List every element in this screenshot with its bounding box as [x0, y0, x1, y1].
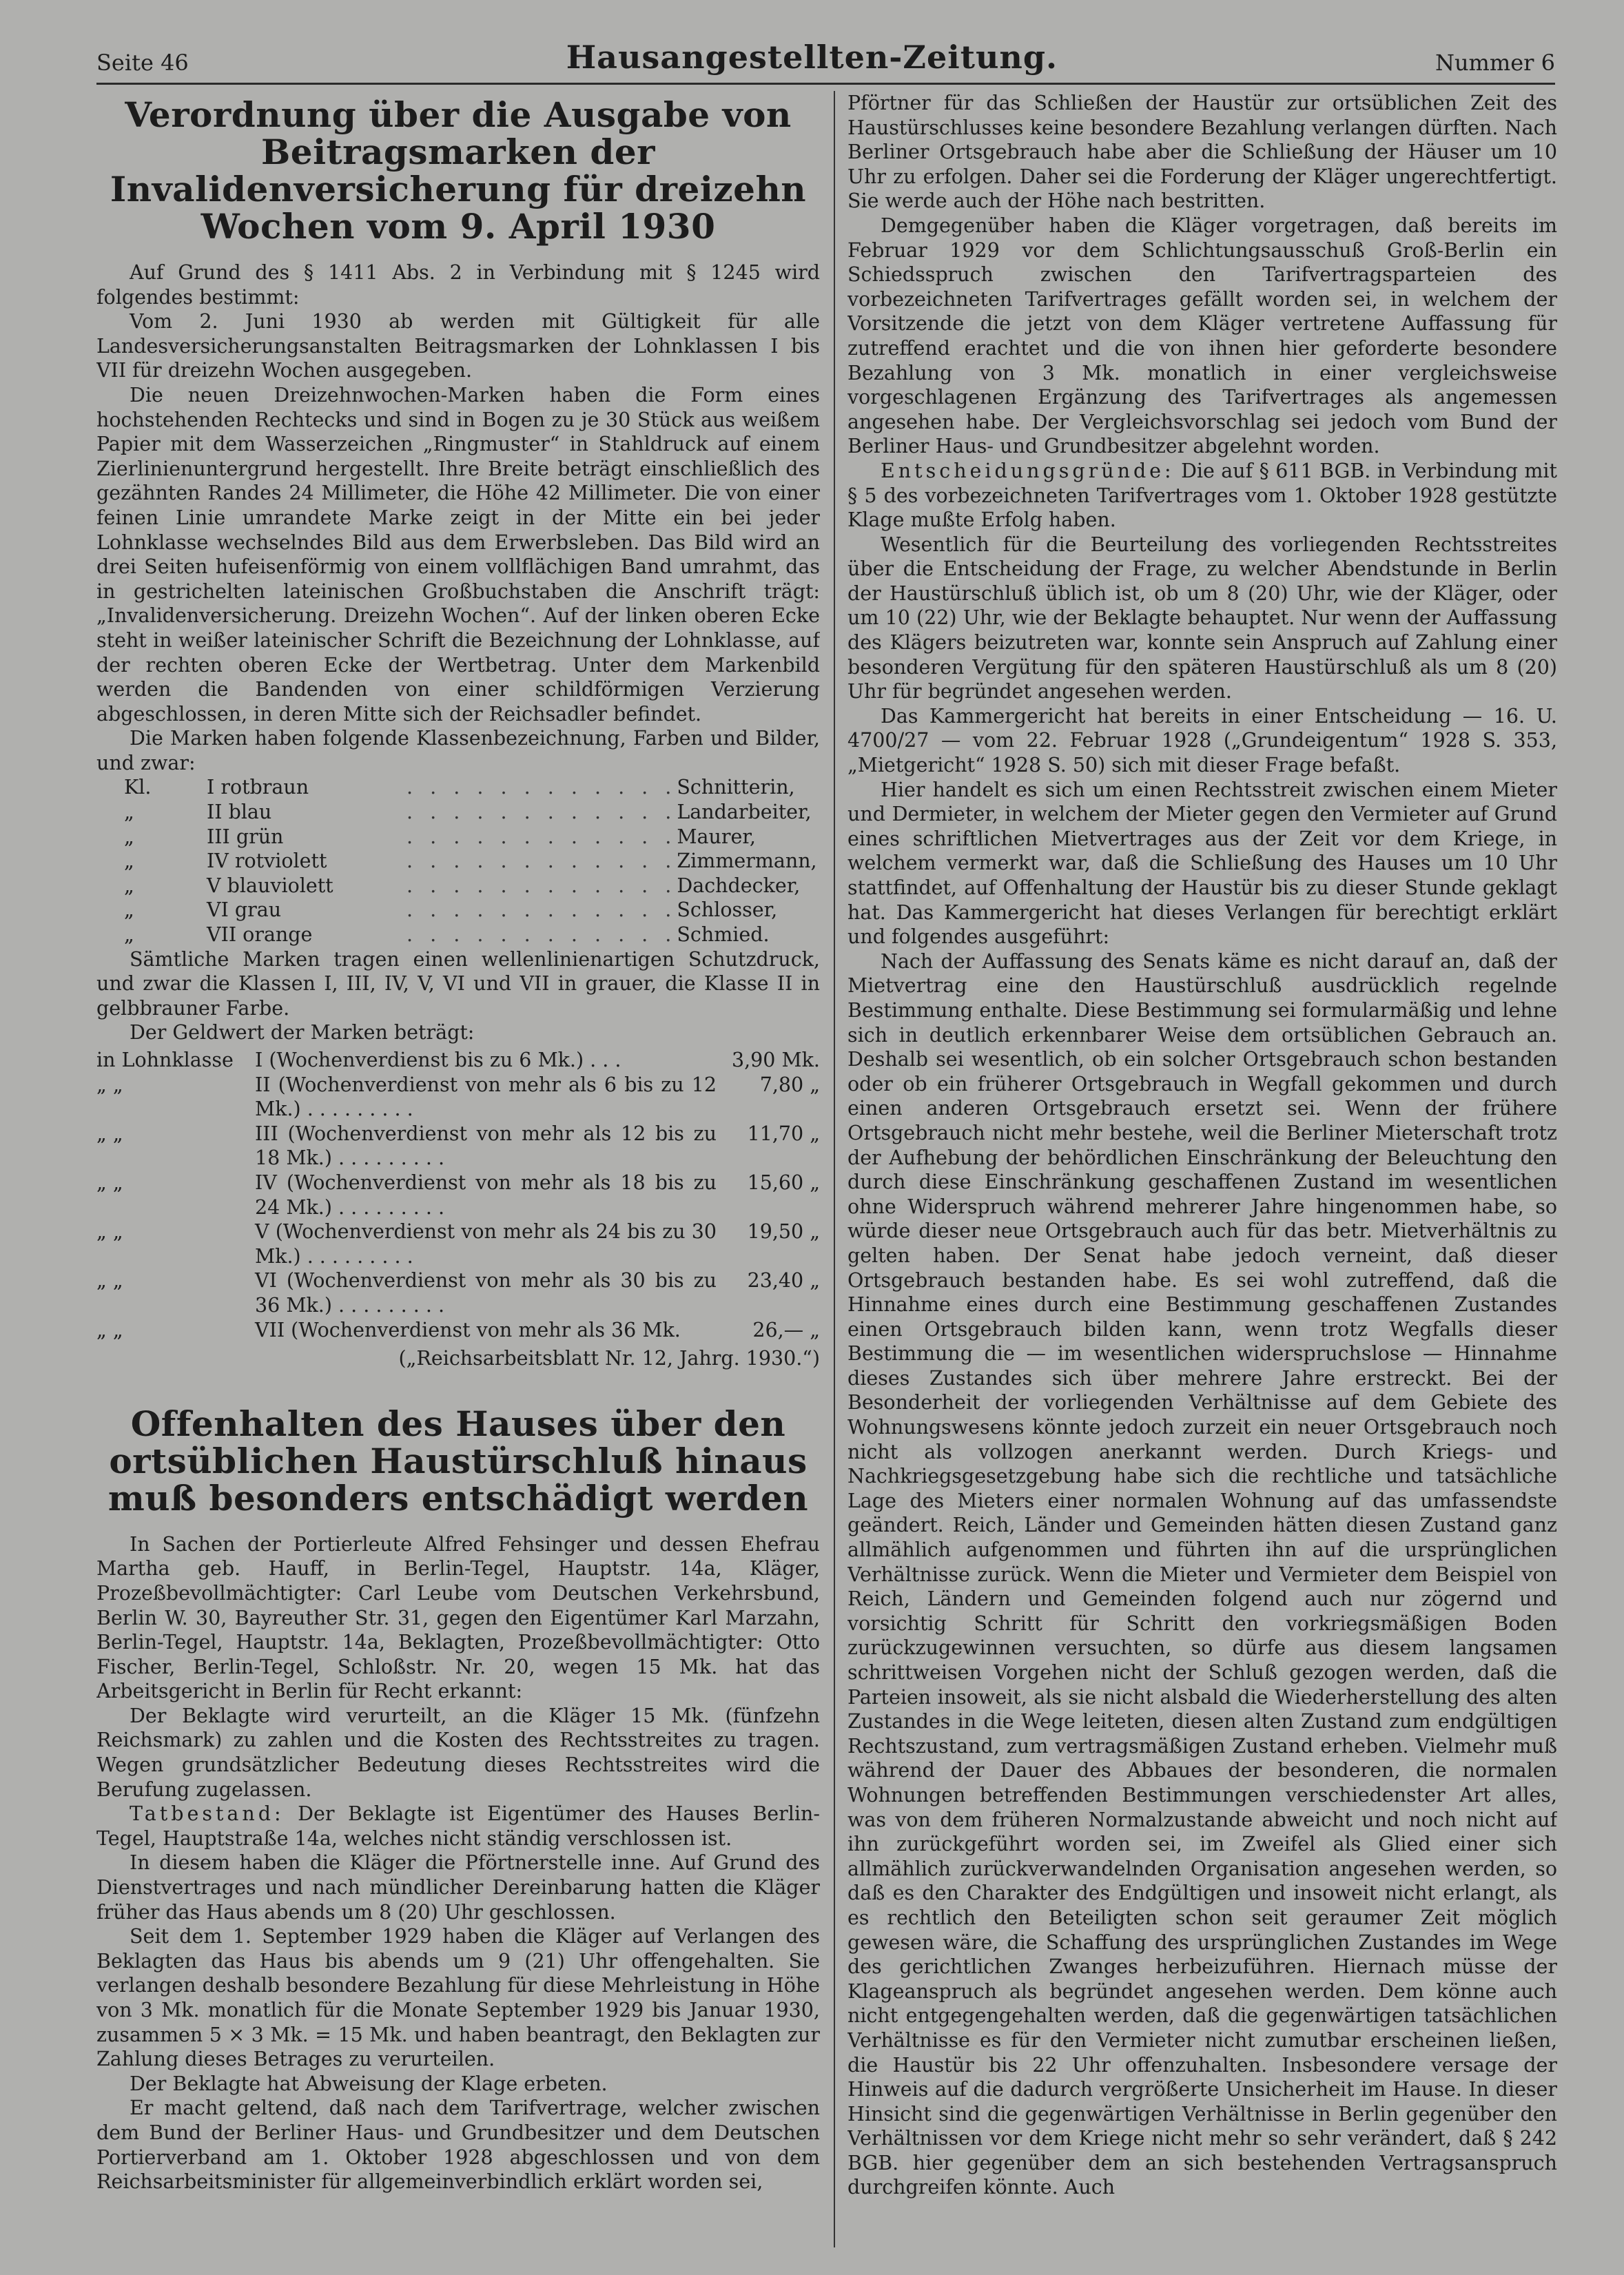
- paragraph-text: Die auf § 611 BGB. in Verbindung mit § 5 des vorbezeichneten Tarifvertrages vom 1. Oktober 1928 gestützte Klage mußte Erfolg haben.: [847, 459, 1557, 532]
- page-number: Seite 46: [96, 50, 189, 76]
- class-prefix: „: [124, 898, 134, 922]
- paragraph: [847, 459, 1557, 533]
- fee-description: IV (Wochenverdienst von mehr als 18 bis zu 24 Mk.) . . . . . . . . .: [255, 1171, 717, 1219]
- issue-number: Nummer 6: [1435, 50, 1555, 76]
- paragraph: Pförtner für das Schließen der Haustür zur ortsüblichen Zeit des Haustürschlusses keine besondere Bezahlung verlangen dürften. Nach Berliner Ortsgebrauch habe aber die Schließung der Häuser um 10 Uhr zu erfolgen. Daher sei die Forderung der Kläger ungerechtfertigt. Sie werde auch der Höhe nach bestritten.: [847, 92, 1557, 213]
- fee-label: „ „: [96, 1318, 123, 1341]
- table-row: [96, 800, 820, 825]
- leader-dots: . . . . . . . . . . . .: [407, 825, 677, 848]
- paragraph: Nach der Auffassung des Senats käme es nicht darauf an, daß der Mietvertrag eine den Haustürschluß ausdrücklich regelnde Bestimmung enthalte. Diese Bestimmung sei formularmäßig und lehne sich in deutlich erkennbarer Weise dem ortsüblichen Gebrauch an. Deshalb sei wesentlich, ob ein solcher Ortsgebrauch schon bestanden oder ob ein früherer Ortsgebrauch in Wegfall gekommen und durch einen anderen Ortsgebrauch ersetzt sei. Wenn der frühere Ortsgebrauch nicht mehr bestehe, weil die Berliner Mieterschaft trotz der Aufhebung der behördlichen Einschränkung der Beleuchtung den durch diese Einschränkung geschaffenen Zustand im wesentlichen ohne Widerspruch während mehrerer Jahre hingenommen habe, so würde dieser neue Ortsgebrauch auch für das betr. Mietverhältnis zu gelten haben. Der Senat habe jedoch verneint, daß dieser Ortsgebrauch bestanden habe. Es sei wohl zutreffend, daß die Hinnahme eines durch eine Bestimmung geschaffenen Zustandes einen Ortsgebrauch bilden kann, wenn trotz Wegfalls dieser Bestimmung die — im wesentlichen widerspruchslose — Hinnahme dieses Zustandes sich über mehrere Jahre erstreckt. Bei der Besonderheit der vorliegenden Verhältnisse auf dem Gebiete des Wohnungswesens könnte jedoch zurzeit ein neuer Ortsgebrauch noch nicht als vollzogen anerkannt werden. Durch Kriegs- und Nachkriegsgesetzgebung habe sich die rechtliche und tatsächliche Lage des Mieters einer normalen Wohnung auf das umfassendste geändert. Reich, Länder und Gemeinden hätten diesen Zustand ganz allmählich aufgenommen und führten ihn auf die ursprünglichen Verhältnisse zurück. Wenn die Mieter und Vermieter dem Beispiel von Reich, Ländern und Gemeinden folgend auch nur zögernd und vorsichtig Schritt für Schritt den vorkriegsmäßigen Boden zurückzugewinnen versuchten, so dürfe aus diesem langsamen schrittweisen Vorgehen nicht der Schluß gezogen werden, daß die Parteien insoweit, als sie nicht alsbald die Wiederherstellung des alten Zustandes in die Wege leiteten, diesen alten Zustand zum endgültigen Rechtszustand, zum vertragsmäßigen Zustand erheben. Vielmehr muß während der Dauer des Abbaues der besonderen, die normalen Wohnungen betreffenden Bestimmungen verschiedenster Art alles, was von dem früheren Normalzustande abweicht und noch nicht auf ihn zurückgeführt worden sei, im Zweifel als Glied einer sich allmählich zurückverwandelnden Organisation angesehen werden, so daß es den Charakter des Endgültigen und insoweit nicht erlangt, als es rechtlich den Beteiligten schon seit geraumer Zeit möglich gewesen wäre, die Schaffung des ursprünglichen Zustandes im Wege des gerichtlichen Zwanges herbeizuführen. Hiernach müsse der Klageanspruch als begründet angesehen werden. Dem könne auch nicht entgegengehalten werden, daß die gegenwärtigen tatsächlichen Verhältnisse es für den Vermieter nicht zumutbar erscheinen ließen, die Haustür bis 22 Uhr offenzuhalten. Insbesondere versage der Hinweis auf die dadurch vergrößerte Unsicherheit im Hause. In dieser Hinsicht sind die gegenwärtigen Verhältnisse in Berlin gegenüber den Verhältnissen vor dem Kriege nicht mehr so sehr verändert, daß § 242 BGB. hier gegenüber dem an sich bestehenden Vertragsanspruch durchgreifen könnte. Auch: [847, 949, 1557, 2199]
- paragraph: Wesentlich für die Beurteilung des vorliegenden Rechtsstreites über die Entscheidung der Frage, zu welcher Abendstunde in Berlin der Haustürschluß üblich ist, ob um 8 (20) Uhr, wie der Kläger, oder um 10 (22) Uhr, wie der Beklagte behauptet. Nur wenn der Auffassung des Klägers beizutreten war, konnte sein Anspruch auf Zahlung einer besonderen Vergütung für den späteren Haustürschluß als um 8 (20) Uhr für begründet angesehen werden.: [847, 533, 1557, 703]
- table-row: [96, 1073, 820, 1122]
- article-title-door-closing: Offenhalten des Hauses über den ortsüblichen Haustürschluß hinaus muß besonders entschädigt werden: [107, 1403, 809, 1519]
- class-prefix: „: [124, 850, 134, 873]
- table-row: [96, 874, 820, 898]
- fee-label: „ „: [96, 1122, 123, 1145]
- paragraph: Das Kammergericht hat bereits in einer Entscheidung — 16. U. 4700/27 — vom 22. Februar 1928 („Grundeigentum“ 1928 S. 353, „Mietgericht“ 1928 S. 50) sich mit dieser Frage befaßt.: [847, 704, 1557, 777]
- paragraph: Die Marken haben folgende Klassenbezeichnung, Farben und Bilder, und zwar:: [96, 727, 820, 774]
- left-column: [96, 91, 820, 2247]
- fee-label: „ „: [96, 1220, 123, 1244]
- paragraph: Hier handelt es sich um einen Rechtsstreit zwischen einem Mieter und Dermieter, in welchem der Mieter gegen den Vermieter auf Grund eines schriftlichen Mietvertrages aus der Zeit vor dem Kriege, in welchem vermerkt war, daß die Schließung des Hauses um 10 Uhr stattfindet, auf Offenhaltung der Haustür bis zu dieser Stunde geklagt hat. Das Kammergericht hat dieses Verlangen für berechtigt erklärt und folgendes ausgeführt:: [847, 778, 1557, 949]
- leader-dots: . . . . . . . . . . . .: [407, 923, 677, 947]
- class-prefix: „: [124, 825, 134, 848]
- fee-description: I (Wochenverdienst bis zu 6 Mk.) . . .: [255, 1049, 621, 1071]
- fee-amount: 23,40 „: [747, 1269, 820, 1293]
- table-row: [96, 849, 820, 874]
- paragraph: Er macht geltend, daß nach dem Tarifvertrage, welcher zwischen dem Bund der Berliner Haus- und Grundbesitzer und dem Deutschen Portierverband am 1. Oktober 1928 abgeschlossen und von dem Reichsarbeitsminister für allgemeinverbindlich erklärt worden sei,: [96, 2097, 820, 2194]
- fee-description: VII (Wochenverdienst von mehr als 36 Mk.: [255, 1318, 681, 1341]
- class-picture: Schmied.: [677, 923, 770, 947]
- fee-label: in Lohnklasse: [96, 1049, 234, 1071]
- table-row: [96, 1171, 820, 1219]
- newspaper-title: Hausangestellten-Zeitung.: [566, 39, 1058, 76]
- paragraph-text: Der Beklagte ist Eigentümer des Hauses Berlin-Tegel, Hauptstraße 14a, welches nicht ständig verschlossen ist.: [96, 1802, 820, 1850]
- stamp-class-table: [96, 775, 820, 947]
- running-head: [96, 41, 1555, 85]
- class-picture: Dachdecker,: [677, 874, 801, 897]
- paragraph: [96, 1802, 820, 1851]
- table-row: [96, 1219, 820, 1268]
- fee-description: V (Wochenverdienst von mehr als 24 bis zu 30 Mk.) . . . . . . . . .: [255, 1220, 717, 1268]
- column-divider: [834, 91, 835, 2247]
- table-row: [96, 1048, 820, 1073]
- class-color: III grün: [207, 825, 284, 848]
- paragraph: Die neuen Dreizehnwochen-Marken haben die Form eines hochstehenden Rechtecks und sind in Bogen zu je 30 Stück aus weißem Papier mit dem Wasserzeichen „Ringmuster“ in Stahldruck auf einem Zierlinienuntergrund hergestellt. Ihre Breite beträgt einschließlich des gezähnten Randes 24 Millimeter, die Höhe 42 Millimeter. Die von einer feinen Linie umrandete Marke zeigt in der Mitte ein bei jeder Lohnklasse wechselndes Bild aus dem Erwerbsleben. Das Bild wird an drei Seiten hufeisenförmig von einem vollflächigen Band umrahmt, das in gestrichelten lateinischen Großbuchstaben die Anschrift trägt: „Invalidenversicherung. Dreizehn Wochen“. Auf der linken oberen Ecke steht in weißer lateinischer Schrift die Bezeichnung der Lohnklasse, auf der rechten oberen Ecke der Wertbetrag. Unter dem Markenbild werden die Bandenden von einer schildförmigen Verzierung abgeschlossen, in deren Mitte sich der Reichsadler befindet.: [96, 383, 820, 725]
- leader-dots: . . . . . . . . . . . .: [407, 850, 677, 873]
- stamp-value-table: [96, 1048, 820, 1342]
- class-prefix: „: [124, 874, 134, 897]
- fee-label: „ „: [96, 1073, 123, 1096]
- fee-amount: 11,70 „: [747, 1122, 820, 1145]
- class-prefix: „: [124, 923, 134, 947]
- class-picture: Landarbeiter,: [677, 801, 812, 824]
- class-picture: Maurer,: [677, 825, 756, 848]
- paragraph: Der Beklagte hat Abweisung der Klage erbeten.: [130, 2072, 608, 2095]
- class-prefix: „: [124, 801, 134, 824]
- class-picture: Schlosser,: [677, 898, 778, 922]
- source-citation: („Reichsarbeitsblatt Nr. 12, Jahrg. 1930.“): [398, 1347, 820, 1370]
- leader-dots: . . . . . . . . . . . .: [407, 898, 677, 922]
- paragraph: Der Geldwert der Marken beträgt:: [130, 1021, 475, 1044]
- article-title-ordinance: Verordnung über die Ausgabe von Beitragsmarken der Invalidenversicherung für dreizehn Wochen vom 9. April 1930: [110, 94, 807, 247]
- fee-amount: 19,50 „: [747, 1220, 820, 1244]
- class-color: II blau: [207, 801, 272, 824]
- section-label: Entscheidungsgründe:: [881, 459, 1175, 482]
- table-row: [96, 825, 820, 850]
- class-prefix: Kl.: [124, 776, 152, 799]
- paragraph: Vom 2. Juni 1930 ab werden mit Gültigkeit für alle Landesversicherungsanstalten Beitragsmarken der Lohnklassen I bis VII für dreizehn Wochen ausgegeben.: [96, 310, 820, 382]
- class-color: VII orange: [207, 923, 313, 947]
- table-row: [96, 1268, 820, 1317]
- paragraph: In Sachen der Portierleute Alfred Fehsinger und dessen Ehefrau Martha geb. Hauff, in Berlin-Tegel, Hauptstr. 14a, Kläger, Prozeßbevollmächtigter: Carl Leube vom Deutschen Verkehrsbund, Berlin W. 30, Bayreuther Str. 31, gegen den Eigentümer Karl Marzahn, Berlin-Tegel, Hauptstr. 14a, Beklagten, Prozeßbevollmächtigter: Otto Fischer, Berlin-Tegel, Schloßstr. Nr. 20, wegen 15 Mk. hat das Arbeitsgericht in Berlin für Recht erkannt:: [96, 1532, 820, 1703]
- paragraph: Demgegenüber haben die Kläger vorgetragen, daß bereits im Februar 1929 vor dem Schlichtungsausschuß Groß-Berlin ein Schiedsspruch zwischen den Tarifvertragsparteien des vorbezeichneten Tarifvertrages gefällt worden sei, in welchem der Vorsitzende die jetzt von dem Kläger vertretene Auffassung für zutreffend erachtet und die von ihnen hier geforderte besondere Bezahlung von 3 Mk. monatlich in einer vergleichsweise vorgeschlagenen Ergänzung des Tarifvertrages als angemessen angesehen habe. Der Vergleichsvorschlag sei jedoch vom Bund der Berliner Haus- und Grundbesitzer abgelehnt worden.: [847, 214, 1557, 458]
- class-picture: Schnitterin,: [677, 776, 795, 799]
- right-column: [847, 91, 1557, 2247]
- leader-dots: . . . . . . . . . . . .: [407, 874, 677, 897]
- table-row: [96, 923, 820, 947]
- fee-amount: 7,80 „: [759, 1073, 820, 1096]
- leader-dots: . . . . . . . . . . . .: [407, 776, 677, 799]
- leader-dots: . . . . . . . . . . . .: [407, 801, 677, 824]
- class-picture: Zimmermann,: [677, 850, 817, 873]
- fee-amount: 3,90 Mk.: [731, 1049, 820, 1071]
- fee-amount: 15,60 „: [747, 1171, 820, 1194]
- class-color: I rotbraun: [207, 776, 309, 799]
- table-row: [96, 1318, 820, 1343]
- fee-label: „ „: [96, 1269, 123, 1293]
- fee-label: „ „: [96, 1171, 123, 1194]
- fee-description: II (Wochenverdienst von mehr als 6 bis zu 12 Mk.) . . . . . . . . .: [255, 1073, 717, 1121]
- paragraph: In diesem haben die Kläger die Pförtnerstelle inne. Auf Grund des Dienstvertrages und nach mündlicher Dereinbarung hatten die Kläger früher das Haus abends um 8 (20) Uhr geschlossen.: [96, 1851, 820, 1924]
- paragraph: Der Beklagte wird verurteilt, an die Kläger 15 Mk. (fünfzehn Reichsmark) zu zahlen und die Kosten des Rechtsstreites zu tragen. Wegen grundsätzlicher Bedeutung dieses Rechtsstreites wird die Berufung zugelassen.: [96, 1704, 820, 1801]
- section-label: Tatbestand:: [130, 1802, 285, 1826]
- paragraph: Auf Grund des § 1411 Abs. 2 in Verbindung mit § 1245 wird folgendes bestimmt:: [96, 261, 820, 309]
- class-color: V blauviolett: [207, 874, 333, 897]
- paragraph: Sämtliche Marken tragen einen wellenlinienartigen Schutzdruck, und zwar die Klassen I, III, IV, V, VI und VII in grauer, die Klasse II in gelbbrauner Farbe.: [96, 947, 820, 1020]
- table-row: [96, 1122, 820, 1171]
- class-color: VI grau: [207, 898, 282, 922]
- table-row: [96, 898, 820, 923]
- fee-amount: 26,— „: [752, 1318, 820, 1341]
- fee-description: VI (Wochenverdienst von mehr als 30 bis zu 36 Mk.) . . . . . . . . .: [255, 1269, 717, 1317]
- table-row: [96, 775, 820, 800]
- class-color: IV rotviolett: [207, 850, 327, 873]
- paragraph: Seit dem 1. September 1929 haben die Kläger auf Verlangen des Beklagten das Haus bis abends um 9 (21) Uhr offengehalten. Sie verlangen deshalb besondere Bezahlung für diese Mehrleistung in Höhe von 3 Mk. monatlich für die Monate September 1929 bis Januar 1930, zusammen 5 × 3 Mk. = 15 Mk. und haben beantragt, den Beklagten zur Zahlung dieses Betrages zu verurteilen.: [96, 1925, 820, 2071]
- fee-description: III (Wochenverdienst von mehr als 12 bis zu 18 Mk.) . . . . . . . . .: [255, 1122, 717, 1170]
